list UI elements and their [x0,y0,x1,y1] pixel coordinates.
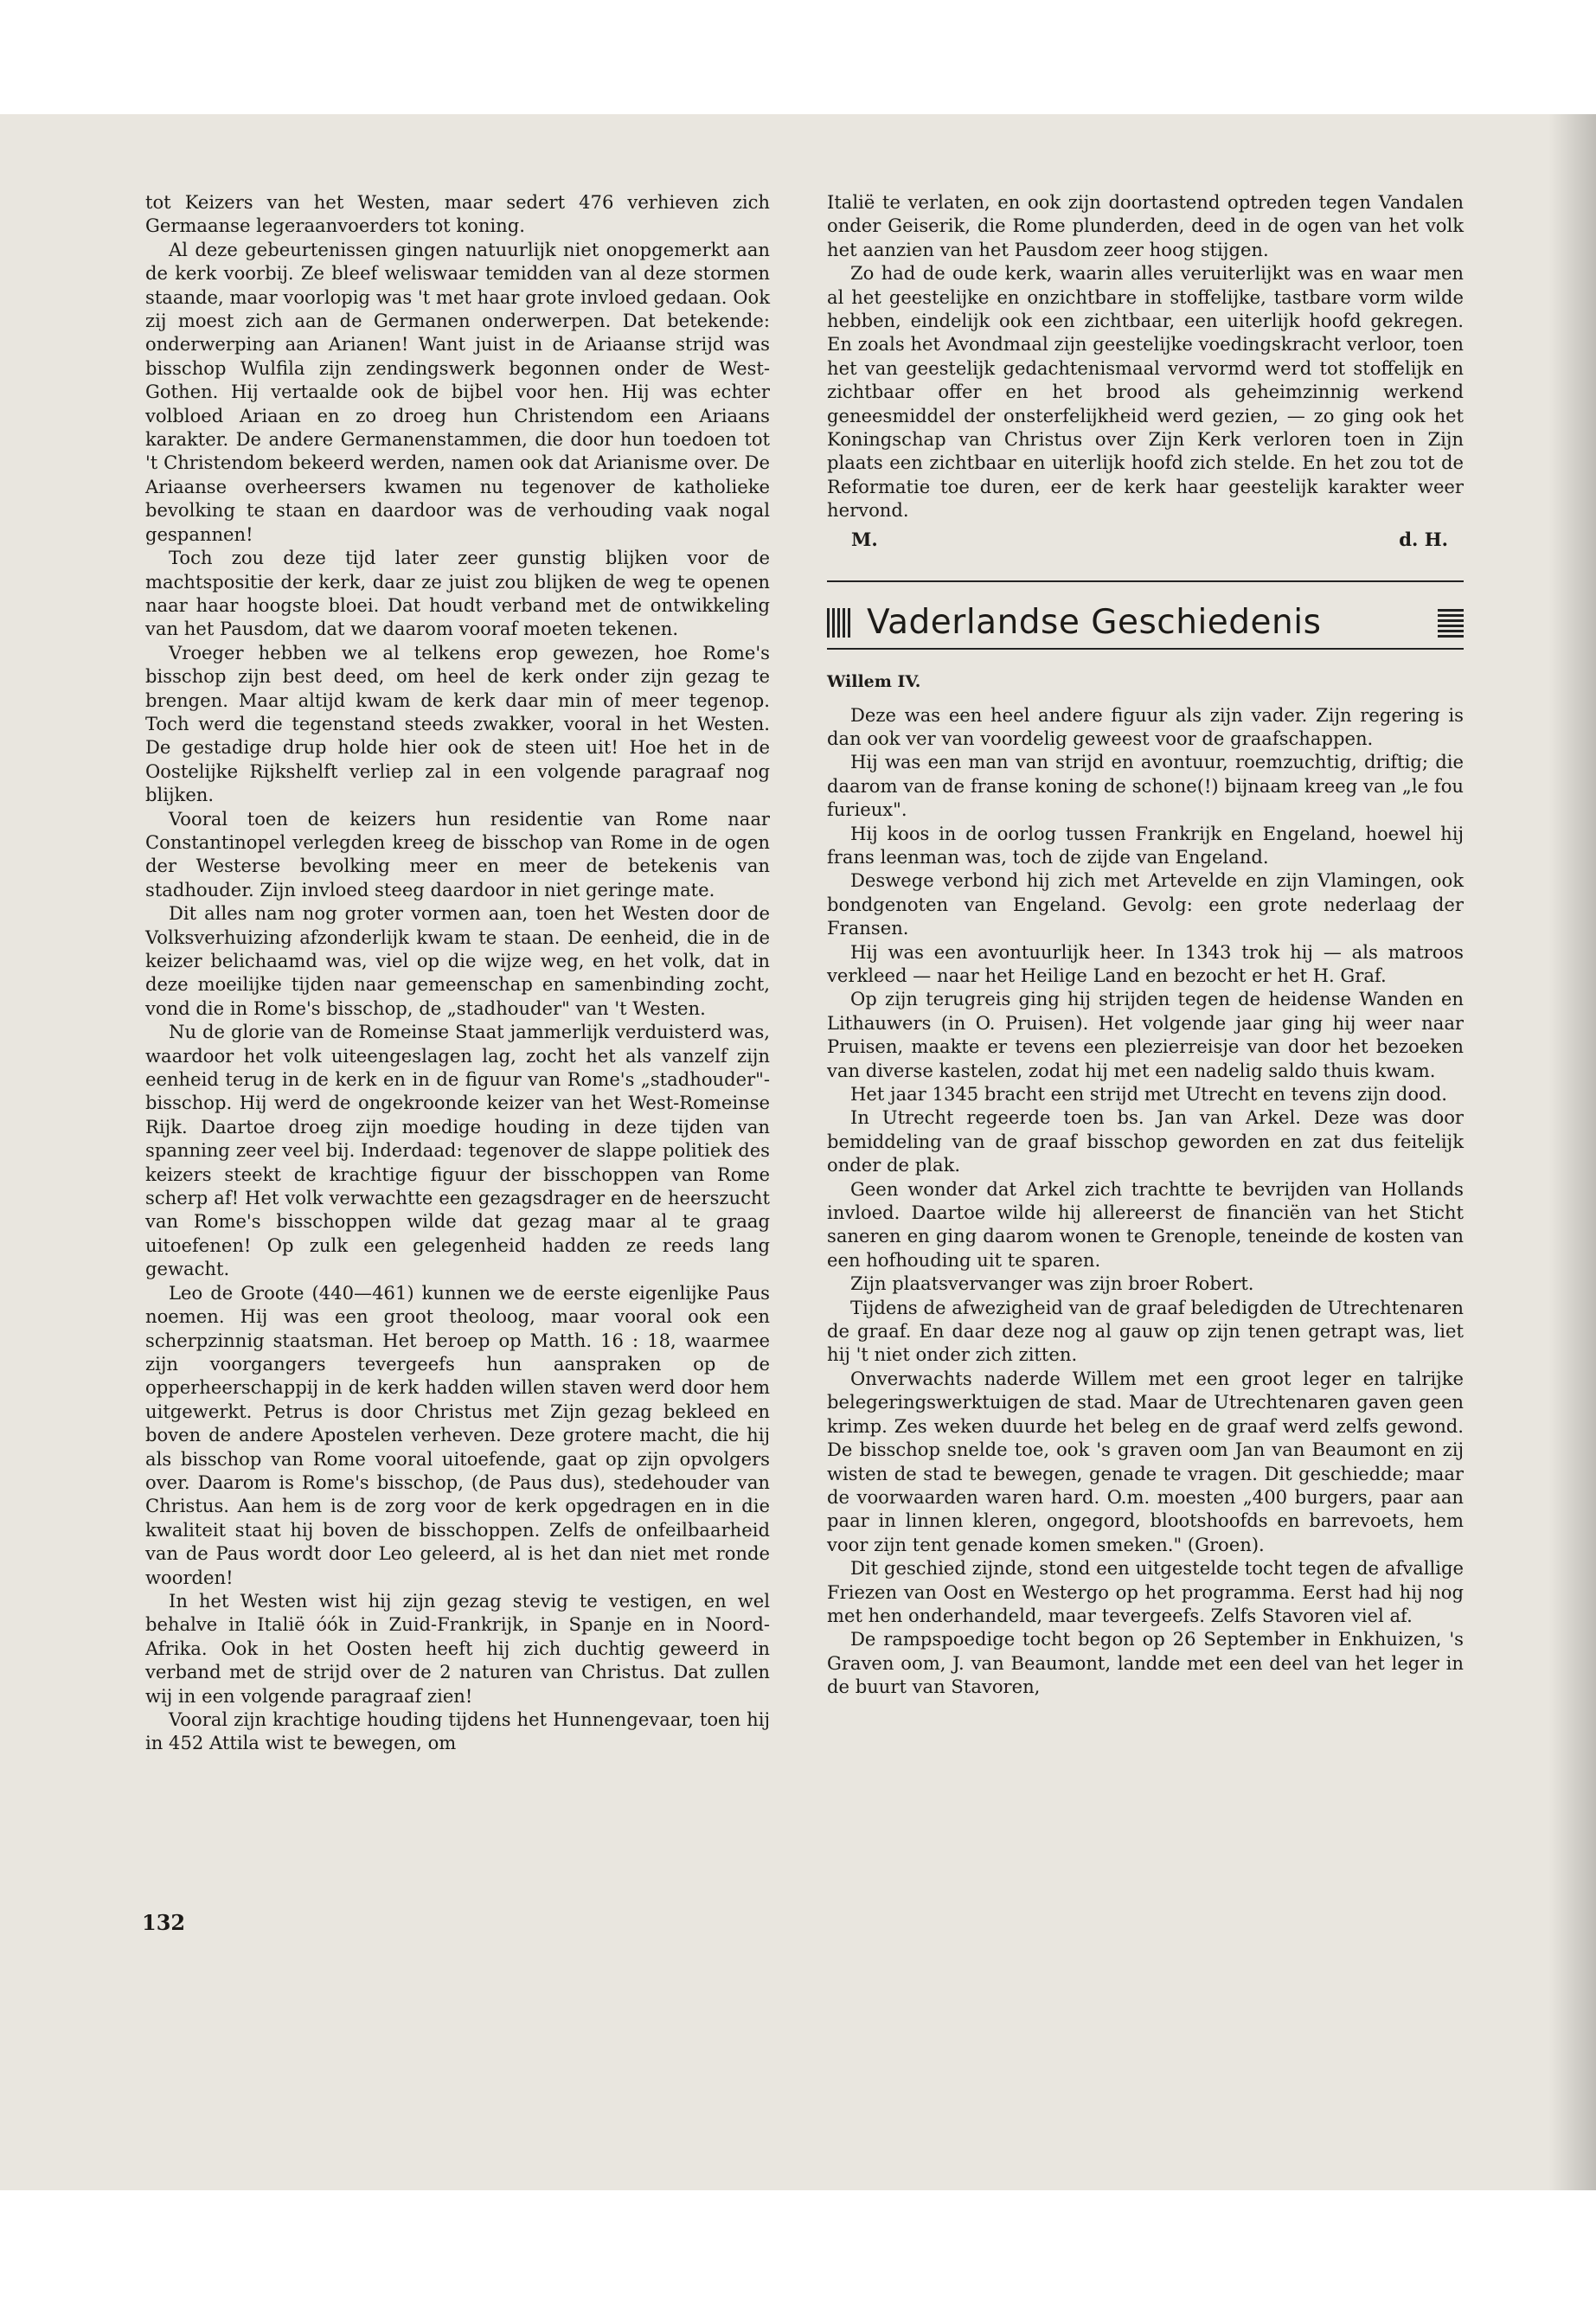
paragraph: Dit alles nam nog groter vormen aan, toen het Westen door de Volksverhuizing afzonderlijk kwam te staan. De eenheid, die in de keizer belichaamd was, viel op die wijze weg, en het volk, dat in deze moeilijke tijden naar gemeenschap en samenbinding zocht, vond die in Rome's bisschop, de „stadhouder" van 't Westen. [145,902,770,1019]
signature-initial-left: M. [851,528,878,550]
author-signature [827,528,1464,551]
document-page [0,114,1596,2190]
paragraph: Hij was een avontuurlijk heer. In 1343 trok hij — als matroos verkleed — naar het Heilige Land en bezocht er het H. Graf. [827,940,1464,986]
paragraph: Hij koos in de oorlog tussen Frankrijk en Engeland, hoewel hij frans leenman was, toch de zijde van Engeland. [827,822,1464,868]
paragraph: Italië te verlaten, en ook zijn doortastend optreden tegen Vandalen onder Geiserik, die Rome plunderden, deed in de ogen van het volk het aanzien van het Pausdom zeer hoog stijgen. [827,191,1464,260]
right-column [827,190,1464,1699]
paragraph: Vroeger hebben we al telkens erop gewezen, hoe Rome's bisschop zijn best deed, om heel de kerk onder zijn gezag te brengen. Maar altijd kwam de kerk daar min of meer tegenop. Toch werd die tegenstand steeds zwakker, vooral in het Westen. De gestadige drup holde hier ook de steen uit! Hoe het in de Oostelijke Rijkshelft verliep zal in een volgende paragraaf nog blijken. [145,641,770,806]
hatched-ornament-icon [827,608,853,638]
section-title: Vaderlandse Geschiedenis [867,603,1322,643]
paragraph: Onverwachts naderde Willem met een groot leger en talrijke belegeringswerktuigen de stad. Maar de Utrechtenaren gaven geen krimp. Zes weken duurde het beleg en de graaf werd zelfs gewond. De bisschop snelde toe, ook 's graven oom Jan van Beaumont en zij wisten de stad te bewegen, genade te vragen. Dit geschiedde; maar de voorwaarden waren hard. O.m. moesten „400 burgers, paar aan paar in linnen kleren, ongegord, blootshoofds en barrevoets, hem voor zijn tent genade komen smeken." (Groen). [827,1367,1464,1555]
paragraph: Zo had de oude kerk, waarin alles veruiterlijkt was en waar men al het geestelijke en onzichtbare in stoffelijke, tastbare vorm wilde hebben, eindelijk ook een zichtbaar, een uiterlijk hoofd gekregen. En zoals het Avondmaal zijn geestelijke voedingskracht verloor, toen het van geestelijk gedachtenismaal vervormd werd tot stoffelijk en zichtbaar offer en het brood als geheimzinnig werkend geneesmiddel der onsterfelijkheid werd gezien, — zo ging ook het Koningschap van Christus over Zijn Kerk verloren toen in Zijn plaats een zichtbaar en uiterlijk hoofd zich stelde. En het zou tot de Reformatie toe duren, eer de kerk haar geestelijk karakter weer hervond. [827,262,1464,522]
paragraph: Geen wonder dat Arkel zich trachtte te bevrijden van Hollands invloed. Daartoe wilde hij allereerst de financiën van het Sticht saneren en ging daarom wonen te Grenople, teneinde de kosten van een hofhouding uit te sparen. [827,1177,1464,1271]
paragraph: Toch zou deze tijd later zeer gunstig blijken voor de machtspositie der kerk, daar ze juist zou blijken de weg te openen naar haar hoogste bloei. Dat houdt verband met de ontwikkeling van het Pausdom, dat we daarom vooraf moeten tekenen. [145,547,770,640]
hatched-ornament-icon [1438,608,1464,638]
paragraph: De rampspoedige tocht begon op 26 September in Enkhuizen, 's Graven oom, J. van Beaumont, landde met een deel van het leger in de buurt van Stavoren, [827,1628,1464,1698]
paragraph: Hij was een man van strijd en avontuur, roemzuchtig, driftig; die daarom van de franse koning de schone(!) bijnaam kreeg van „le fou furieux". [827,751,1464,821]
paragraph: Al deze gebeurtenissen gingen natuurlijk niet onopgemerkt aan de kerk voorbij. Ze bleef weliswaar temidden van al deze stormen staande, maar voorlopig was 't met haar grote invloed gedaan. Ook zij moest zich aan de Germanen onderwerpen. Dat betekende: onderwerping aan Arianen! Want juist in de Ariaanse strijd was bisschop Wulfila zijn zendingswerk begonnen onder de West-Gothen. Hij vertaalde ook de bijbel voor hen. Hij was echter volbloed Ariaan en zo droeg hun Christendom een Ariaans karakter. De andere Germanenstammen, die door hun toedoen tot 't Christendom bekeerd werden, namen ook dat Arianisme over. De Ariaanse overheersers kwamen nu tegenover de katholieke bevolking te staan en daardoor was de verhouding vaak nogal gespannen! [145,238,770,545]
paragraph: Tijdens de afwezigheid van de graaf beledigden de Utrechtenaren de graaf. En daar deze nog al gauw op zijn tenen getrapt was, liet hij 't niet onder zich zitten. [827,1296,1464,1366]
section-subheading: Willem IV. [827,672,921,692]
paragraph: Deze was een heel andere figuur als zijn vader. Zijn regering is dan ook ver van voordelig geweest voor de graafschappen. [827,703,1464,749]
section-divider-top [827,580,1464,582]
paragraph: Dit geschied zijnde, stond een uitgestelde tocht tegen de afvallige Friezen van Oost en Westergo op het programma. Eerst had hij nog met hen onderhandeld, maar tevergeefs. Zelfs Stavoren viel af. [827,1557,1464,1626]
paragraph: Het jaar 1345 bracht een strijd met Utrecht en tevens zijn dood. [850,1083,1447,1105]
paragraph: In Utrecht regeerde toen bs. Jan van Arkel. Deze was door bemiddeling van de graaf bisschop geworden en zat dus feitelijk onder de plak. [827,1106,1464,1176]
left-column [145,190,770,1755]
paragraph: Zijn plaatsvervanger was zijn broer Robert. [850,1272,1254,1295]
paragraph: Op zijn terugreis ging hij strijden tegen de heidense Wanden en Lithauwers (in O. Pruisen). Het volgende jaar ging hij weer naar Pruisen, maakte er tevens een plezierreisje van door het bezoeken van diverse kastelen, zodat hij met een nadelig saldo thuis kwam. [827,988,1464,1081]
page-number: 132 [142,1910,186,1935]
paragraph: Deswege verbond hij zich met Artevelde en zijn Vlamingen, ook bondgenoten van Engeland. Gevolg: een grote nederlaag der Fransen. [827,869,1464,939]
paragraph: Nu de glorie van de Romeinse Staat jammerlijk verduisterd was, waardoor het volk uiteengeslagen lag, zocht het als vanzelf zijn eenheid terug in de kerk en in de figuur van Rome's „stadhouder"-bisschop. Hij werd de ongekroonde keizer van het West-Romeinse Rijk. Daartoe droeg zijn moedige houding in deze tijden van spanning zeer veel bij. Inderdaad: tegenover de slappe politiek des keizers steekt de krachtige figuur der bisschoppen van Rome scherp af! Het volk verwachtte een gezagsdrager en de heerszucht van Rome's bisschoppen wilde dat gezag maar al te graag uitoefenen! Op zulk een gelegenheid hadden ze reeds lang gewacht. [145,1021,770,1280]
section-divider-bottom [827,648,1464,650]
paragraph: Vooral toen de keizers hun residentie van Rome naar Constantinopel verlegden kreeg de bisschop van Rome in de ogen der Westerse bevolking meer en meer de betekenis van stadhouder. Zijn invloed steeg daardoor in niet geringe mate. [145,807,770,901]
paragraph: tot Keizers van het Westen, maar sedert 476 verhieven zich Germaanse legeraanvoerders tot koning. [145,191,770,237]
section-header [827,603,1464,643]
paragraph: Vooral zijn krachtige houding tijdens het Hunnengevaar, toen hij in 452 Attila wist te bewegen, om [145,1708,770,1754]
signature-initial-right: d. H. [1399,528,1448,550]
paragraph: In het Westen wist hij zijn gezag stevig te vestigen, en wel behalve in Italië óók in Zuid-Frankrijk, in Spanje en in Noord-Afrika. Ook in het Oosten heeft hij zich duchtig geweerd in verband met de strijd over de 2 naturen van Christus. Dat zullen wij in een volgende paragraaf zien! [145,1589,770,1707]
paragraph: Leo de Groote (440—461) kunnen we de eerste eigenlijke Paus noemen. Hij was een groot theoloog, maar vooral ook een scherpzinnig staatsman. Het beroep op Matth. 16 : 18, waarmee zijn voorgangers tevergeefs hun aanspraken op de opperheerschappij in de kerk hadden willen staven werd door hem uitgewerkt. Petrus is door Christus met Zijn gezag bekleed en boven de andere Apostelen verheven. Deze grotere macht, die hij als bisschop van Rome vooral uitoefende, gaat op zijn opvolgers over. Daarom is Rome's bisschop, (de Paus dus), stedehouder van Christus. Aan hem is de zorg voor de kerk opgedragen en in die kwaliteit staat hij boven de bisschoppen. Zelfs de onfeilbaarheid van de Paus wordt door Leo geleerd, al is het dan niet met ronde woorden! [145,1281,770,1588]
